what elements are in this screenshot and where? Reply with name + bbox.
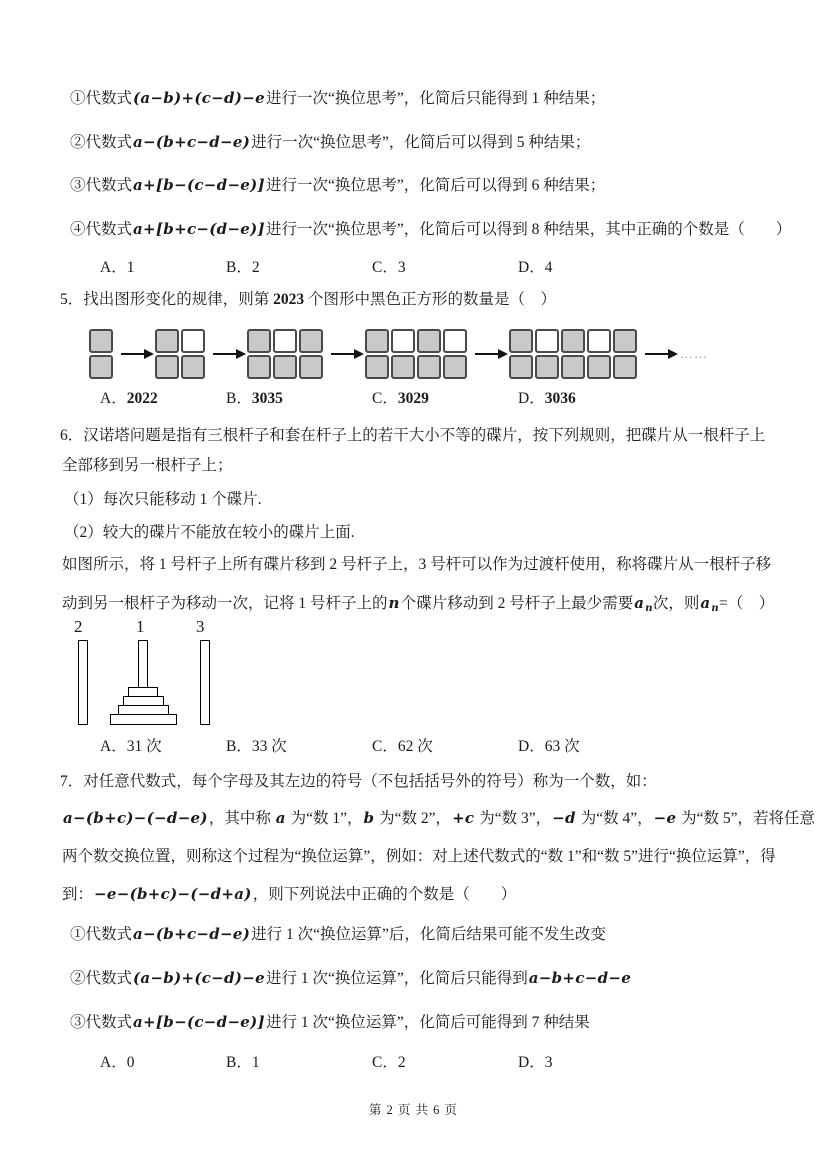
text-segment: ①代数式: [70, 926, 133, 943]
text-segment: 到：: [62, 886, 94, 903]
option-item: [518, 388, 576, 410]
text-segment: B．: [226, 390, 252, 407]
rod-3: [200, 640, 210, 725]
text-segment: C．62 次: [372, 738, 433, 755]
q4-statement-1: [70, 86, 605, 111]
text-segment: =（ ）: [718, 595, 775, 612]
q7-stem-line-1: [60, 770, 657, 794]
gray-square: [561, 329, 585, 353]
gray-square: [535, 355, 559, 379]
text-segment: 进行一次“换位思考”，化简后可以得到 8 种结果，其中正确的个数是（ ）: [265, 221, 792, 238]
text-segment: ，则下列说法中正确的个数是（ ）: [252, 886, 517, 903]
q6-options-row: [100, 736, 580, 758]
square-group-5: [508, 328, 638, 380]
ellipsis-continuation: ……: [680, 346, 708, 361]
gray-square: [89, 355, 113, 379]
q6-hanoi-figure: [62, 617, 232, 730]
option-item: [226, 736, 372, 758]
text-segment: ①代数式: [70, 90, 133, 107]
option-item: [518, 736, 580, 758]
q6-stem-line-1: [60, 424, 765, 448]
square-row: [246, 328, 324, 354]
q4-statement-3: [70, 173, 605, 198]
q7-statement-3: [70, 1010, 590, 1035]
math-expression: b: [363, 809, 375, 827]
square-row: [154, 354, 206, 380]
text-segment: 进行 1 次“换位运算”，化简后可能得到 7 种结果: [265, 1014, 590, 1031]
white-square: [587, 329, 611, 353]
gray-square: [391, 355, 415, 379]
text-segment: 全部移到另一根杆子上；: [62, 457, 233, 474]
math-expression: a−(b+c)−(−d−e): [63, 809, 208, 827]
gray-square: [613, 329, 637, 353]
square-row: [88, 328, 114, 354]
math-expression: a−(b+c−d−e): [133, 133, 251, 151]
gray-square: [155, 355, 179, 379]
option-item: [372, 736, 518, 758]
text-segment: A．1: [100, 259, 135, 276]
q6-desc-line-1: [62, 553, 771, 577]
text-segment: D．63 次: [518, 738, 580, 755]
text-segment: （1）每次只能移动 1 个碟片.: [64, 491, 262, 508]
text-segment: 动到另一根杆子为移动一次，记将 1 号杆子上的: [62, 595, 388, 612]
option-item: [518, 1052, 552, 1074]
text-segment: 个图形中黑色正方形的数量是（ ）: [304, 291, 557, 308]
math-expression: a+[b−(c−d−e)]: [133, 176, 265, 194]
math-expression: −d: [552, 809, 576, 827]
text-segment: 3029: [397, 390, 429, 407]
gray-square: [89, 329, 113, 353]
arrow-right-icon: [331, 353, 355, 355]
text-segment: 进行一次“换位思考”，化简后可以得到 6 种结果；: [265, 177, 606, 194]
text-segment: ③代数式: [70, 177, 133, 194]
math-expression: (a−b)+(c−d)−e: [133, 969, 265, 987]
q7-stem-line-4: [62, 882, 516, 907]
text-segment: ③代数式: [70, 1014, 133, 1031]
square-group-3: [246, 328, 324, 380]
q7-stem-line-2: [62, 806, 815, 831]
text-segment: 2023: [273, 291, 305, 308]
gray-square: [181, 355, 205, 379]
q7-options-row: [100, 1052, 552, 1074]
text-segment: 2022: [126, 390, 158, 407]
q4-statement-4: [70, 217, 791, 242]
option-item: [100, 257, 226, 279]
math-expression: n: [711, 603, 719, 614]
gray-square: [365, 355, 389, 379]
square-row: [508, 328, 638, 354]
square-group-4: [364, 328, 468, 380]
gray-square: [365, 329, 389, 353]
gray-square: [443, 355, 467, 379]
text-segment: 6．汉诺塔问题是指有三根杆子和套在杆子上的若干大小不等的碟片，按下列规则，把碟片从一根杆子上: [60, 427, 766, 444]
arrow-right-icon: [475, 353, 499, 355]
text-segment: 为“数 2”，: [375, 810, 452, 827]
q6-rule-1: [64, 488, 262, 512]
q6-rule-2: [64, 521, 355, 545]
gray-square: [509, 355, 533, 379]
option-item: [100, 736, 226, 758]
disc-4: [110, 714, 177, 725]
text-segment: 进行一次“换位思考”，化简后可以得到 5 种结果；: [251, 134, 591, 151]
text-segment: 5．找出图形变化的规律，则第: [60, 291, 274, 308]
text-segment: 两个数交换位置，则称这个过程为“换位运算”，例如：对上述代数式的“数 1”和“数 5”进行“换位运算”，得: [62, 848, 776, 865]
math-expression: n: [388, 594, 400, 612]
rod-2: [78, 640, 88, 725]
text-segment: 为“数 4”，: [576, 810, 653, 827]
option-item: [372, 1052, 518, 1074]
option-item: [372, 388, 518, 410]
option-item: [100, 1052, 226, 1074]
q6-desc-line-2: [62, 591, 774, 621]
text-segment: 3036: [544, 390, 576, 407]
square-group-1: [88, 328, 114, 380]
text-segment: 次，则: [652, 595, 700, 612]
square-row: [246, 354, 324, 380]
q4-statement-2: [70, 130, 590, 155]
option-item: [226, 1052, 372, 1074]
q7-statement-1: [70, 922, 606, 947]
square-row: [364, 328, 468, 354]
math-expression: +c: [452, 809, 475, 827]
gray-square: [299, 329, 323, 353]
text-segment: A．0: [100, 1054, 135, 1071]
gray-square: [155, 329, 179, 353]
gray-square: [417, 329, 441, 353]
text-segment: 如图所示，将 1 号杆子上所有碟片移到 2 号杆子上，3 号杆可以作为过渡杆使用，称将碟片从一根杆子移: [62, 556, 772, 573]
q7-stem-line-3: [62, 845, 776, 869]
rod-label-2: 2: [74, 617, 83, 636]
text-segment: C．3: [372, 259, 406, 276]
arrow-right-icon: [121, 353, 145, 355]
text-segment: ②代数式: [70, 970, 133, 987]
square-row: [88, 354, 114, 380]
gray-square: [247, 355, 271, 379]
rod-label-1: 1: [136, 617, 145, 636]
text-segment: A．: [100, 390, 127, 407]
text-segment: 进行 1 次“换位运算”，化简后只能得到: [265, 970, 528, 987]
q5-pattern-figure: [88, 326, 708, 382]
square-row: [154, 328, 206, 354]
math-expression: a+[b+c−(d−e)]: [133, 220, 265, 238]
text-segment: ，其中称: [208, 810, 275, 827]
white-square: [443, 329, 467, 353]
text-segment: ④代数式: [70, 221, 133, 238]
gray-square: [613, 355, 637, 379]
text-segment: C．2: [372, 1054, 406, 1071]
option-item: [100, 388, 226, 410]
math-expression: −e: [653, 809, 677, 827]
gray-square: [247, 329, 271, 353]
math-expression: a−b+c−d−e: [528, 969, 632, 987]
text-segment: 为“数 3”，: [475, 810, 552, 827]
text-segment: 进行一次“换位思考”，化简后只能得到 1 种结果；: [265, 90, 606, 107]
gray-square: [417, 355, 441, 379]
math-expression: −e−(b+c)−(−d+a): [94, 885, 252, 903]
q4-options-row: [100, 257, 552, 279]
gray-square: [561, 355, 585, 379]
q5-stem: [60, 288, 556, 312]
text-segment: 为“数 1”，: [286, 810, 363, 827]
text-segment: D．4: [518, 259, 553, 276]
gray-square: [299, 355, 323, 379]
text-segment: ②代数式: [70, 134, 133, 151]
white-square: [391, 329, 415, 353]
text-segment: 3035: [251, 390, 283, 407]
rod-1: [138, 640, 148, 688]
square-group-2: [154, 328, 206, 380]
square-row: [364, 354, 468, 380]
text-segment: 进行 1 次“换位运算”后，化简后结果可能不发生改变: [251, 926, 606, 943]
text-segment: （2）较大的碟片不能放在较小的碟片上面.: [64, 524, 355, 541]
text-segment: B．2: [226, 259, 260, 276]
text-segment: 7．对任意代数式，每个字母及其左边的符号（不包括括号外的符号）称为一个数，如：: [60, 773, 657, 790]
square-row: [508, 354, 638, 380]
arrow-right-icon: [213, 353, 237, 355]
math-expression: (a−b)+(c−d)−e: [133, 89, 265, 107]
text-segment: C．: [372, 390, 398, 407]
gray-square: [587, 355, 611, 379]
q7-statement-2: [70, 966, 632, 991]
option-item: [518, 257, 552, 279]
math-expression: a−(b+c−d−e): [133, 925, 251, 943]
option-item: [226, 257, 372, 279]
text-segment: B．33 次: [226, 738, 287, 755]
arrow-right-icon: [645, 353, 669, 355]
math-expression: a: [634, 594, 645, 612]
text-segment: D．3: [518, 1054, 553, 1071]
math-expression: n: [645, 603, 653, 614]
gray-square: [509, 329, 533, 353]
white-square: [273, 329, 297, 353]
white-square: [535, 329, 559, 353]
page-footer: 第 2 页 共 6 页: [368, 1103, 459, 1117]
rod-label-3: 3: [196, 617, 205, 636]
text-segment: D．: [518, 390, 545, 407]
math-expression: a: [700, 594, 711, 612]
math-expression: a: [275, 809, 286, 827]
q5-options-row: [100, 388, 576, 410]
text-segment: B．1: [226, 1054, 260, 1071]
white-square: [181, 329, 205, 353]
gray-square: [273, 355, 297, 379]
text-segment: 为“数 5”，若将任意: [677, 810, 816, 827]
text-segment: A．31 次: [100, 738, 162, 755]
q6-stem-line-2: [62, 454, 233, 478]
option-item: [372, 257, 518, 279]
option-item: [226, 388, 372, 410]
text-segment: 个碟片移动到 2 号杆子上最少需要: [400, 595, 634, 612]
math-expression: a+[b−(c−d−e)]: [133, 1013, 265, 1031]
